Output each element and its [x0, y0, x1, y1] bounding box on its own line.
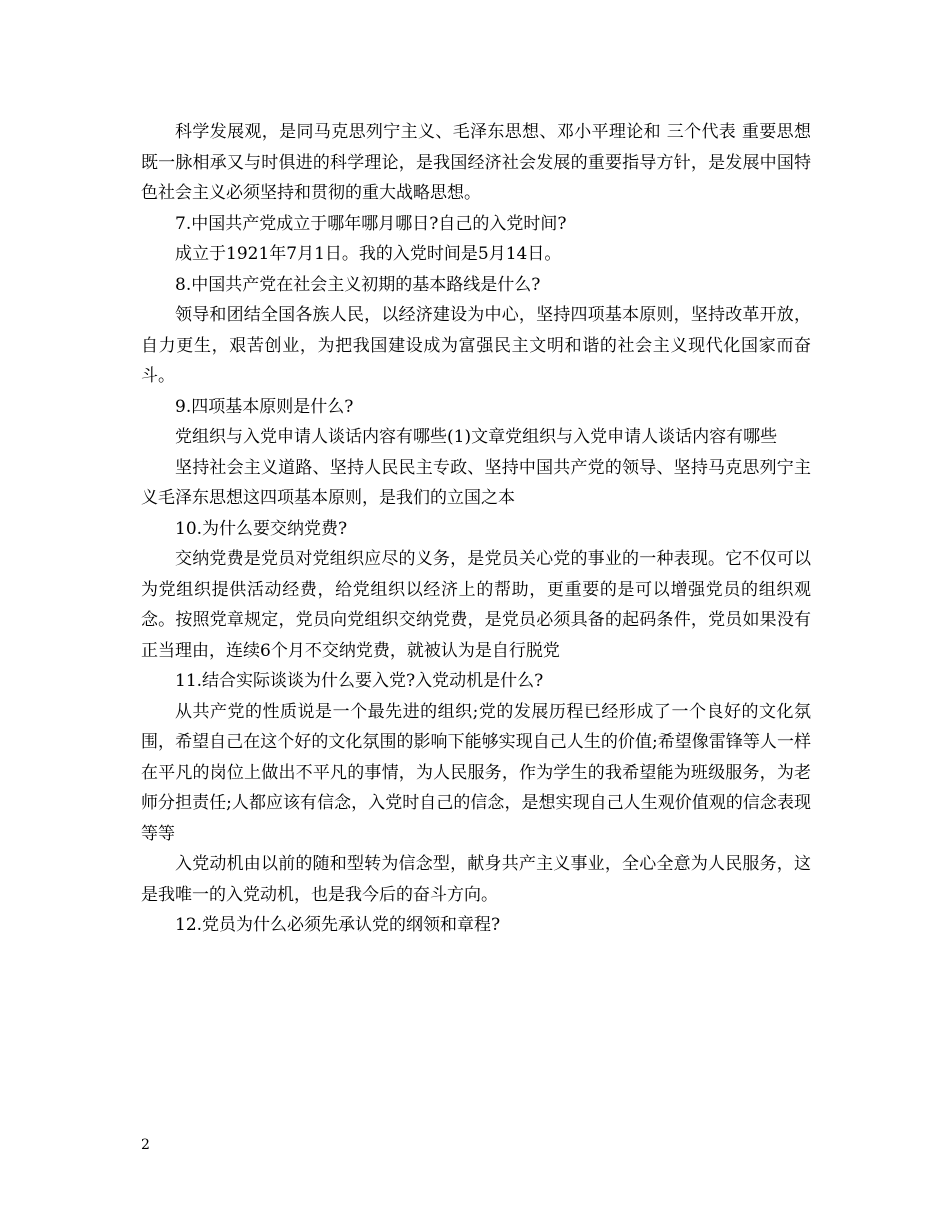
answer-8-paragraph: 领导和团结全国各族人民，以经济建设为中心，坚持四项基本原则，坚持改革开放，自力更生，艰苦创业，为把我国建设成为富强民主文明和谐的社会主义现代化国家而奋斗。 — [141, 305, 811, 386]
inserted-title-paragraph: 党组织与入党申请人谈话内容有哪些(1)文章党组织与入党申请人谈话内容有哪些 — [175, 427, 778, 447]
paragraph-scientific-outlook: 科学发展观，是同马克思列宁主义、毛泽东思想、邓小平理论和 三个代表 重要思想既一脉相承又与时俱进的科学理论，是我国经济社会发展的重要指导方针，是发展中国特色社会主义必须坚持和贯彻的重大战略思想。 — [141, 122, 811, 203]
question-10-heading: 10.为什么要交纳党费? — [175, 518, 348, 539]
question-7-heading: 7.中国共产党成立于哪年哪月哪日?自己的入党时间? — [175, 213, 567, 234]
question-12-heading: 12.党员为什么必须先承认党的纲领和章程? — [175, 915, 501, 935]
page-number: 2 — [141, 1137, 150, 1153]
question-11-heading: 11.结合实际谈谈为什么要入党?入党动机是什么? — [175, 671, 544, 691]
answer-11-paragraph-1: 从共产党的性质说是一个最先进的组织;党的发展历程已经形成了一个良好的文化氛围，希望自己在这个好的文化氛围的影响下能够实现自己人生的价值;希望像雷锋等人一样在平凡的岗位上做出不平凡的事情，为人民服务，作为学生的我希望能为班级服务，为老师分担责任;人都应该有信念，入党时自己的信念，是想实现自己人生观价值观的信念表现等等 — [141, 701, 811, 844]
question-9-heading: 9.四项基本原则是什么? — [175, 396, 354, 417]
answer-9-paragraph: 坚持社会主义道路、坚持人民民主专政、坚持中国共产党的领导、坚持马克思列宁主义毛泽东思想这四项基本原则，是我们的立国之本 — [141, 457, 811, 508]
question-8-heading: 8.中国共产党在社会主义初期的基本路线是什么? — [175, 274, 541, 295]
document-body — [141, 117, 811, 941]
answer-10-paragraph: 交纳党费是党员对党组织应尽的义务，是党员关心党的事业的一种表现。它不仅可以为党组织提供活动经费，给党组织以经济上的帮助，更重要的是可以增强党员的组织观念。按照党章规定，党员向党组织交纳党费，是党员必须具备的起码条件，党员如果没有正当理由，连续6个月不交纳党费，就被认为是自行脱党 — [141, 549, 811, 661]
answer-11-paragraph-2: 入党动机由以前的随和型转为信念型，献身共产主义事业，全心全意为人民服务，这是我唯一的入党动机，也是我今后的奋斗方向。 — [141, 854, 811, 905]
answer-7-paragraph: 成立于1921年7月1日。我的入党时间是5月14日。 — [175, 244, 562, 264]
